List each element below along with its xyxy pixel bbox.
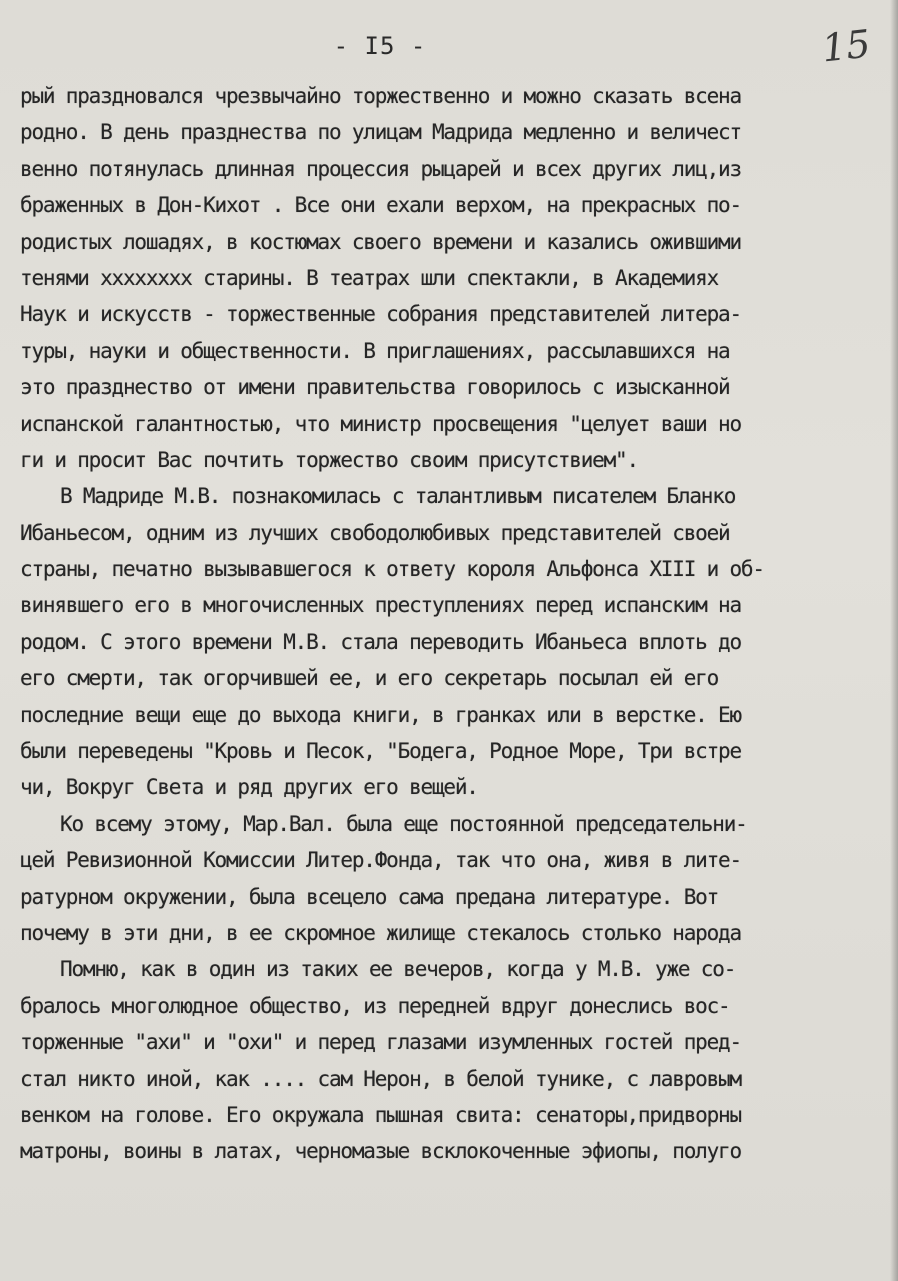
text-line: страны, печатно вызывавшегося к ответу короля Альфонса XIII и об- xyxy=(20,557,764,582)
text-line: матроны, воины в латах, черномазые всклокоченные эфиопы, полуго xyxy=(20,1139,741,1164)
text-line: венком на голове. Его окружала пышная свита: сенаторы,придворны xyxy=(20,1102,741,1127)
text-line: В Мадриде М.В. познакомилась с талантливым писателем Бланко xyxy=(60,484,736,509)
text-line: почему в эти дни, в ее скромное жилище стекалось столько народа xyxy=(20,920,741,945)
text-line: испанской галантностью, что министр просвещения "целует ваши но xyxy=(20,411,741,436)
text-line: Ибаньесом, одним из лучших свободолюбивых представителей своей xyxy=(20,520,730,545)
text-line: торженные "ахи" и "охи" и перед глазами изумленных гостей пред- xyxy=(20,1030,741,1055)
text-line: родистых лошадях, в костюмах своего времени и казались ожившими xyxy=(20,229,741,254)
text-line: рый праздновался чрезвычайно торжественно и можно сказать всена xyxy=(20,84,741,108)
text-line: Помню, как в один из таких ее вечеров, когда у М.В. уже со- xyxy=(60,957,736,982)
text-line: Ко всему этому, Мар.Вал. была еще постоянной председательни- xyxy=(60,811,747,836)
handwritten-page-number: 15 xyxy=(819,21,873,71)
text-body xyxy=(20,78,886,1170)
text-line: родно. В день празднества по улицам Мадрида медленно и величест xyxy=(20,120,741,145)
page-number: - I5 - xyxy=(333,32,427,60)
text-line: были переведены "Кровь и Песок, "Бодега, Родное Море, Три встре xyxy=(20,739,741,764)
text-line: ги и просит Вас почтить торжество своим присутствием". xyxy=(20,447,638,472)
text-line: его смерти, так огорчившей ее, и его секретарь посылал ей его xyxy=(20,666,719,691)
text-line: Наук и искусств - торжественные собрания представителей литера- xyxy=(20,302,741,327)
text-line: чи, Вокруг Света и ряд других его вещей. xyxy=(20,775,478,800)
text-line: тенями xxxxxxxx старины. В театрах шли спектакли, в Академиях xyxy=(20,265,719,290)
text-line: бралось многолюдное общество, из передней вдруг донеслись вос- xyxy=(20,993,730,1018)
page-edge-shadow xyxy=(890,0,898,1281)
text-line: последние вещи еще до выхода книги, в гранках или в верстке. Ею xyxy=(20,702,741,727)
text-line: браженных в Дон-Кихот . Все они ехали верхом, на прекрасных по- xyxy=(20,193,741,218)
text-line: цей Ревизионной Комиссии Литер.Фонда, так что она, живя в лите- xyxy=(20,848,741,873)
text-line: стал никто иной, как .... сам Нерон, в белой тунике, с лавровым xyxy=(20,1066,741,1091)
text-line: родом. С этого времени М.В. стала переводить Ибаньеса вплоть до xyxy=(20,629,741,654)
text-line: это празднество от имени правительства говорилось с изысканной xyxy=(20,375,730,400)
text-line: туры, науки и общественности. В приглашениях, рассылавшихся на xyxy=(20,338,730,363)
text-line: ратурном окружении, была всецело сама предана литературе. Вот xyxy=(20,884,719,909)
text-line: венно потянулась длинная процессия рыцарей и всех других лиц,из xyxy=(20,156,741,181)
text-line: винявшего его в многочисленных преступлениях перед испанским на xyxy=(20,593,741,618)
